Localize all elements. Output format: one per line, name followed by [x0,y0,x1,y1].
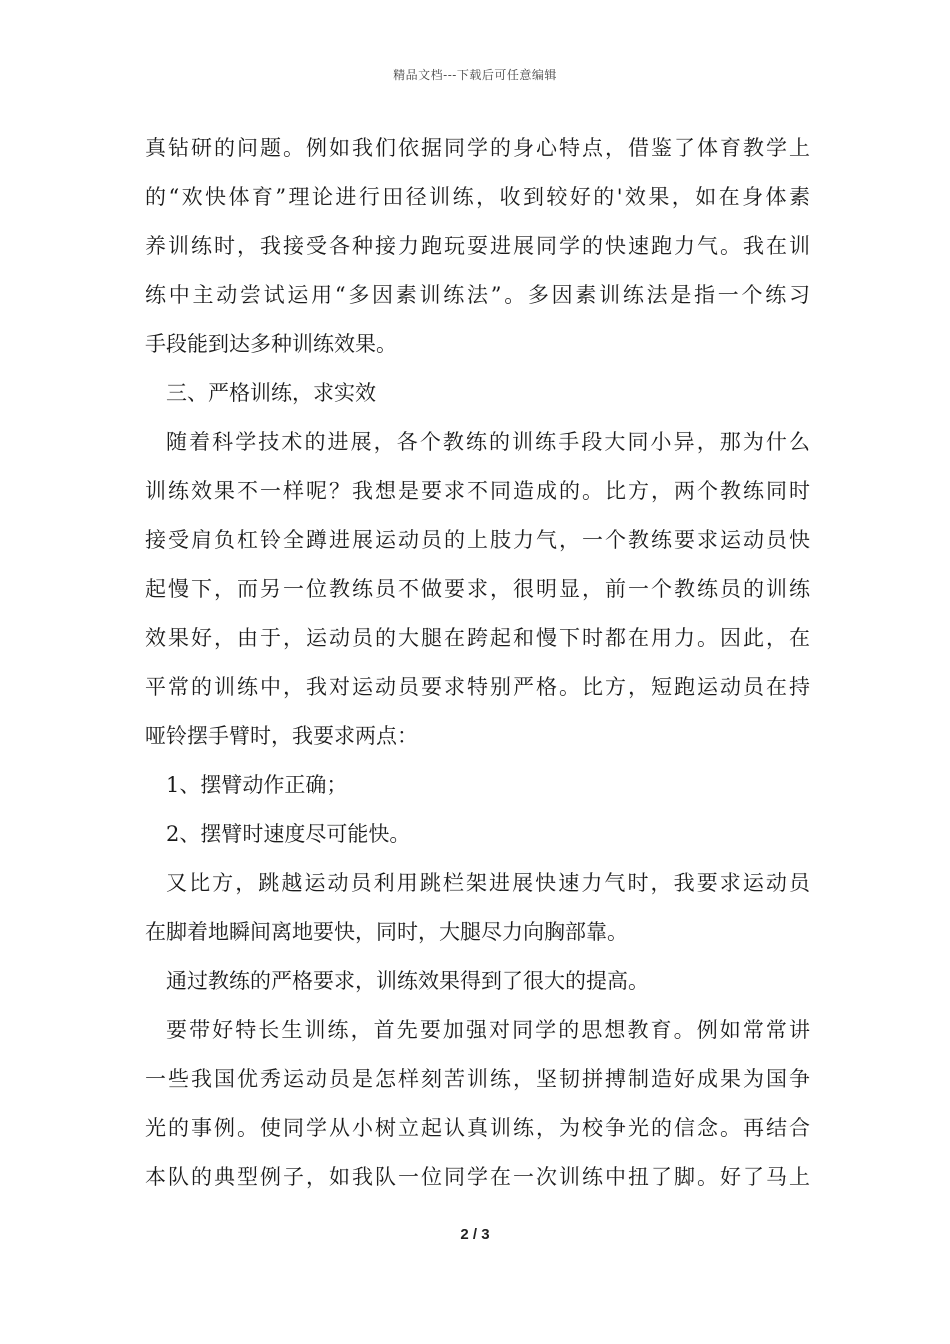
page-number: 2 / 3 [460,1226,490,1243]
document-body [145,124,810,1202]
page-header: 精品文档---下载后可任意编辑 [393,68,557,82]
text-line: 练中主动尝试运用“多因素训练法”。多因素训练法是指一个练习 [145,283,810,307]
text-line: 哑铃摆手臂时，我要求两点： [145,724,418,748]
text-line: 光的事例。使同学从小树立起认真训练，为校争光的信念。再结合 [145,1116,810,1140]
text-line: 效果好，由于，运动员的大腿在跨起和慢下时都在用力。因此，在 [145,626,810,650]
text-line: 真钻研的问题。例如我们依据同学的身心特点，借鉴了体育教学上 [145,136,810,160]
section-heading: 三、严格训练，求实效 [166,381,376,405]
text-line: 随着科学技术的进展，各个教练的训练手段大同小异，那为什么 [166,430,810,454]
text-line: 手段能到达多种训练效果。 [145,332,397,356]
text-line: 平常的训练中，我对运动员要求特别严格。比方，短跑运动员在持 [145,675,810,699]
text-line: 又比方，跳越运动员利用跳栏架进展快速力气时，我要求运动员 [166,871,810,895]
text-line: 起慢下，而另一位教练员不做要求，很明显，前一个教练员的训练 [145,577,810,601]
text-line: 的“欢快体育”理论进行田径训练，收到较好的'效果，如在身体素 [145,185,810,209]
text-line: 训练效果不一样呢？我想是要求不同造成的。比方，两个教练同时 [145,479,810,503]
text-line: 接受肩负杠铃全蹲进展运动员的上肢力气，一个教练要求运动员快 [145,528,810,552]
text-line: 养训练时，我接受各种接力跑玩耍进展同学的快速跑力气。我在训 [145,234,810,258]
text-line: 要带好特长生训练，首先要加强对同学的思想教育。例如常常讲 [166,1018,810,1042]
list-item: 1、摆臂动作正确； [166,773,348,797]
list-item: 2、摆臂时速度尽可能快。 [166,822,411,846]
text-line: 通过教练的严格要求，训练效果得到了很大的提高。 [166,969,649,993]
text-line: 本队的典型例子，如我队一位同学在一次训练中扭了脚。好了马上 [145,1165,810,1189]
text-line: 在脚着地瞬间离地要快，同时，大腿尽力向胸部靠。 [145,920,628,944]
text-line: 一些我国优秀运动员是怎样刻苦训练，坚韧拼搏制造好成果为国争 [145,1067,810,1091]
